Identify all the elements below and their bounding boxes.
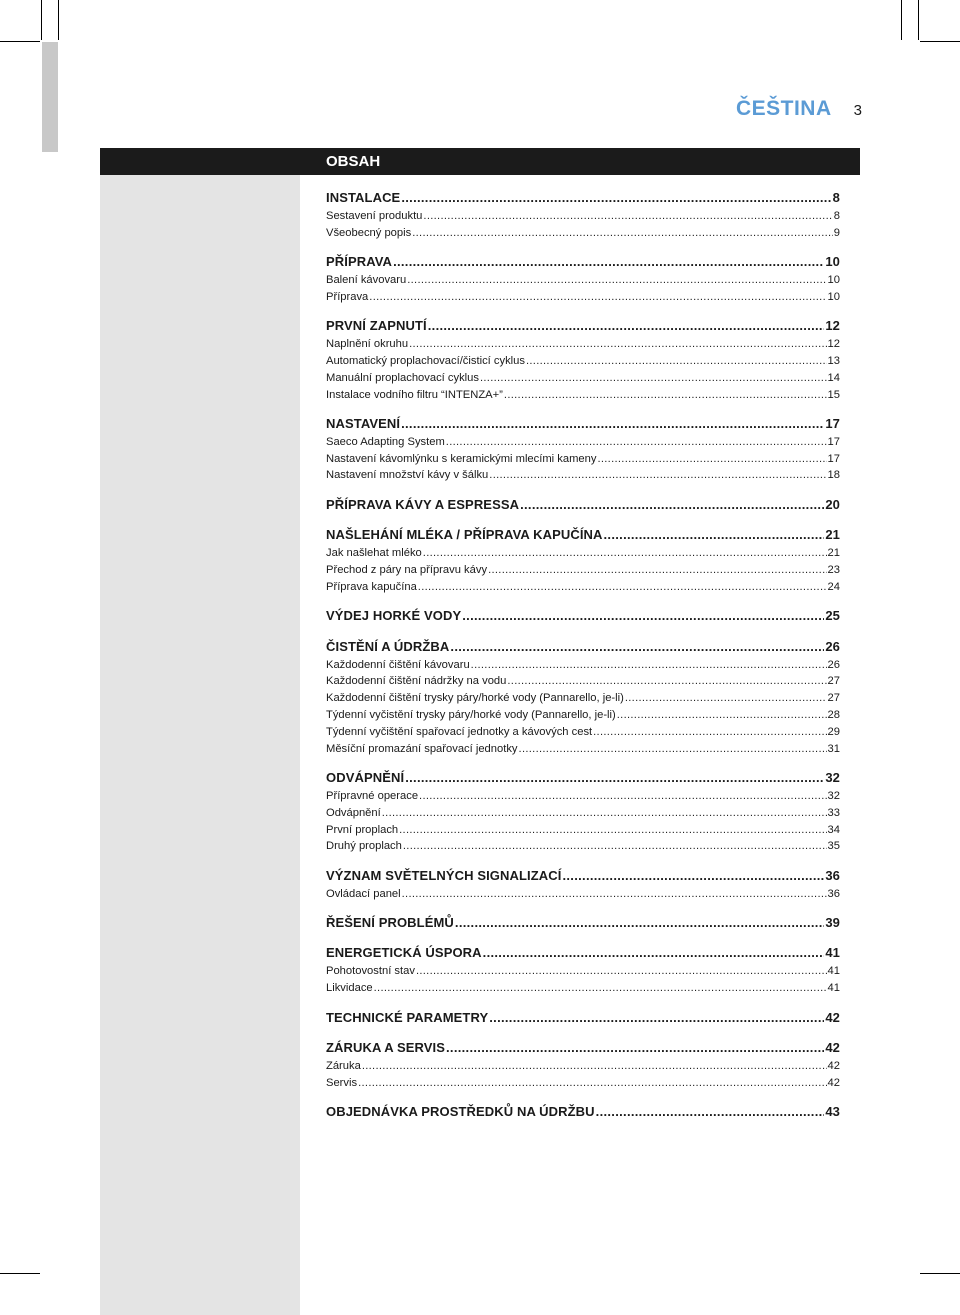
dot-leader <box>416 963 827 980</box>
dot-leader <box>401 414 824 434</box>
toc-entry-title: Saeco Adapting System <box>326 435 445 448</box>
toc-entry-title: Ovládací panel <box>326 887 401 900</box>
toc-entry-title: Příprava <box>326 290 369 303</box>
toc-entry[interactable] <box>326 838 840 855</box>
toc-entry-title: Manuální proplachovací cyklus <box>326 371 479 384</box>
toc-section <box>326 768 840 855</box>
toc-heading[interactable] <box>326 1102 840 1122</box>
toc-entry[interactable] <box>326 387 840 404</box>
dot-leader <box>428 316 825 336</box>
toc-entry[interactable] <box>326 741 840 758</box>
toc-entry-title: Každodenní čištění kávovaru <box>326 658 470 671</box>
toc-entry-page: 18 <box>827 469 840 482</box>
toc-entry-page: 31 <box>827 742 840 755</box>
toc-entry[interactable] <box>326 208 840 225</box>
toc-heading-title: ŘEŠENÍ PROBLÉMŮ <box>326 914 454 930</box>
toc-entry-page: 33 <box>827 806 840 819</box>
toc-entry[interactable] <box>326 336 840 353</box>
toc-entry[interactable] <box>326 707 840 724</box>
toc-entry-page: 15 <box>827 388 840 401</box>
language-label: ČEŠTINA <box>735 97 832 120</box>
toc-entry-page: 9 <box>833 226 840 239</box>
dot-leader <box>507 673 826 690</box>
toc-entry-page: 8 <box>833 210 840 222</box>
toc-heading-title: ČISTĚNÍ A ÚDRŽBA <box>326 638 450 654</box>
toc-entry-page: 27 <box>827 692 840 705</box>
toc-entry-title: Servis <box>326 1076 358 1089</box>
toc-title-bar <box>100 148 860 175</box>
dot-leader <box>597 451 826 468</box>
toc-entry-page: 10 <box>827 290 840 303</box>
toc-heading-page: 8 <box>832 190 840 205</box>
toc-entry-title: Týdenní vyčistění trysky páry/horké vody (Pannarello, je-li) <box>326 709 616 722</box>
toc-heading-page: 20 <box>825 496 840 512</box>
dot-leader <box>596 1102 825 1122</box>
toc-entry-page: 42 <box>827 1076 840 1089</box>
toc-heading-title: ZÁRUKA A SERVIS <box>326 1040 445 1056</box>
toc-section <box>326 188 840 242</box>
dot-leader <box>374 980 827 997</box>
crop-mark <box>920 41 960 42</box>
dot-leader <box>369 289 826 306</box>
dot-leader <box>450 637 824 657</box>
toc-heading-page: 17 <box>825 415 840 431</box>
toc-entry[interactable] <box>326 1058 840 1075</box>
toc-heading[interactable] <box>326 495 840 515</box>
sidebar-panel <box>100 175 300 1315</box>
toc-entry-page: 41 <box>827 965 840 978</box>
dot-leader <box>483 943 825 963</box>
toc-section <box>326 866 840 903</box>
table-of-contents <box>326 188 840 1133</box>
toc-heading-title: VÝDEJ HORKÉ VODY <box>326 608 462 624</box>
dot-leader <box>488 562 826 579</box>
toc-entry-title: Příprava kapučína <box>326 580 417 593</box>
toc-heading-title: TECHNICKÉ PARAMETRY <box>326 1009 489 1025</box>
crop-mark <box>41 0 42 40</box>
crop-mark <box>0 41 40 42</box>
toc-heading[interactable] <box>326 1008 840 1028</box>
toc-entry-page: 42 <box>827 1060 840 1073</box>
toc-entry-page: 32 <box>827 789 840 802</box>
toc-heading-page: 10 <box>825 254 840 270</box>
dot-leader <box>519 741 827 758</box>
dot-leader <box>562 866 824 886</box>
toc-heading-title: PRVNÍ ZAPNUTÍ <box>326 318 427 334</box>
toc-heading-title: PŘÍPRAVA KÁVY A ESPRESSA <box>326 496 520 512</box>
toc-entry[interactable] <box>326 579 840 596</box>
toc-heading[interactable] <box>326 943 840 963</box>
toc-entry-title: Měsíční promazání spařovací jednotky <box>326 742 518 755</box>
toc-entry-title: Sestavení produktu <box>326 210 423 222</box>
toc-entry-page: 28 <box>827 709 840 722</box>
crop-mark <box>0 1273 40 1274</box>
toc-entry-page: 36 <box>827 887 840 900</box>
toc-entry[interactable] <box>326 724 840 741</box>
toc-heading-title: NAŠLEHÁNÍ MLÉKA / PŘÍPRAVA KAPUČÍNA <box>326 527 603 543</box>
toc-entry-page: 23 <box>827 564 840 577</box>
toc-entry-page: 21 <box>827 547 840 560</box>
toc-entry-title: Nastavení kávomlýnku s keramickými mlecími kameny <box>326 452 597 465</box>
dot-leader <box>409 336 826 353</box>
toc-heading-page: 36 <box>825 867 840 883</box>
toc-entry-title: Přechod z páry na přípravu kávy <box>326 564 488 577</box>
toc-entry-title: Týdenní vyčištění spařovací jednotky a kávových cest <box>326 725 593 738</box>
toc-entry-page: 10 <box>827 274 840 287</box>
dot-leader <box>446 1038 824 1058</box>
dot-leader <box>480 370 827 387</box>
toc-section <box>326 606 840 626</box>
toc-entry-title: Všeobecný popis <box>326 226 412 239</box>
dot-leader <box>402 886 827 903</box>
toc-heading[interactable] <box>326 913 840 933</box>
crop-mark <box>901 0 902 40</box>
toc-entry[interactable] <box>326 1075 840 1092</box>
toc-heading[interactable] <box>326 525 840 545</box>
toc-section <box>326 495 840 515</box>
dot-leader <box>455 913 824 933</box>
dot-leader <box>399 822 826 839</box>
toc-entry-page: 17 <box>827 435 840 448</box>
toc-entry[interactable] <box>326 272 840 289</box>
dot-leader <box>526 353 827 370</box>
toc-section <box>326 1102 840 1122</box>
toc-title: OBSAH <box>326 153 381 170</box>
toc-heading-title: VÝZNAM SVĚTELNÝCH SIGNALIZACÍ <box>326 867 562 883</box>
toc-entry[interactable] <box>326 980 840 997</box>
dot-leader <box>362 1058 827 1075</box>
toc-heading[interactable] <box>326 252 840 272</box>
toc-heading-title: ODVÁPNĚNÍ <box>326 769 405 785</box>
toc-entry-page: 27 <box>827 675 840 688</box>
toc-entry[interactable] <box>326 370 840 387</box>
dot-leader <box>446 434 827 451</box>
toc-section <box>326 414 840 484</box>
dot-leader <box>617 707 827 724</box>
crop-mark <box>918 0 919 40</box>
toc-heading[interactable] <box>326 768 840 788</box>
toc-entry-title: Naplnění okruhu <box>326 338 409 351</box>
toc-section <box>326 1038 840 1092</box>
dot-leader <box>604 525 825 545</box>
crop-mark <box>58 0 59 40</box>
toc-section <box>326 913 840 933</box>
toc-section <box>326 525 840 595</box>
toc-entry-title: Balení kávovaru <box>326 274 407 287</box>
toc-section <box>326 252 840 306</box>
toc-heading-page: 32 <box>825 769 840 785</box>
toc-entry[interactable] <box>326 289 840 306</box>
toc-entry[interactable] <box>326 657 840 674</box>
dot-leader <box>471 657 827 674</box>
toc-heading[interactable] <box>326 606 840 626</box>
toc-entry-title: Záruka <box>326 1060 361 1073</box>
toc-entry[interactable] <box>326 562 840 579</box>
dot-leader <box>412 225 833 242</box>
toc-entry[interactable] <box>326 805 840 822</box>
dot-leader <box>382 805 827 822</box>
toc-entry[interactable] <box>326 545 840 562</box>
dot-leader <box>407 272 826 289</box>
toc-entry[interactable] <box>326 467 840 484</box>
dot-leader <box>489 1008 824 1028</box>
toc-entry-page: 24 <box>827 580 840 593</box>
toc-section <box>326 943 840 997</box>
dot-leader <box>423 208 832 225</box>
toc-heading[interactable] <box>326 1038 840 1058</box>
toc-section <box>326 1008 840 1028</box>
toc-entry-title: Druhý proplach <box>326 840 402 853</box>
page-number: 3 <box>853 102 862 119</box>
dot-leader <box>403 838 827 855</box>
toc-heading-page: 39 <box>825 914 840 930</box>
toc-entry-page: 14 <box>827 371 840 384</box>
toc-entry[interactable] <box>326 822 840 839</box>
dot-leader <box>489 467 826 484</box>
toc-heading[interactable] <box>326 188 840 208</box>
toc-heading-title: PŘÍPRAVA <box>326 254 393 270</box>
toc-entry-page: 35 <box>827 840 840 853</box>
toc-entry-title: Jak našlehat mléko <box>326 547 422 560</box>
toc-heading[interactable] <box>326 414 840 434</box>
side-tab <box>42 42 58 152</box>
toc-heading-page: 25 <box>825 608 840 624</box>
toc-entry[interactable] <box>326 673 840 690</box>
toc-entry-page: 29 <box>827 725 840 738</box>
dot-leader <box>462 606 824 626</box>
toc-entry[interactable] <box>326 434 840 451</box>
toc-section <box>326 316 840 403</box>
toc-heading-title: OBJEDNÁVKA PROSTŘEDKŮ NA ÚDRŽBU <box>326 1104 595 1120</box>
toc-entry-page: 34 <box>827 823 840 836</box>
dot-leader <box>418 579 827 596</box>
toc-entry[interactable] <box>326 225 840 242</box>
toc-entry-title: První proplach <box>326 823 399 836</box>
toc-entry[interactable] <box>326 690 840 707</box>
toc-entry-title: Instalace vodního filtru “INTENZA+” <box>326 388 503 401</box>
toc-heading-page: 43 <box>825 1104 840 1120</box>
toc-heading-page: 26 <box>825 638 840 654</box>
dot-leader <box>358 1075 826 1092</box>
toc-entry-title: Každodenní čištění nádržky na vodu <box>326 675 507 688</box>
page-header <box>736 97 862 121</box>
toc-heading[interactable] <box>326 866 840 886</box>
toc-heading-title: ENERGETICKÁ ÚSPORA <box>326 945 482 961</box>
dot-leader <box>423 545 827 562</box>
dot-leader <box>625 690 827 707</box>
dot-leader <box>593 724 826 741</box>
toc-entry-page: 41 <box>827 982 840 995</box>
toc-entry-page: 13 <box>827 354 840 367</box>
toc-entry[interactable] <box>326 451 840 468</box>
toc-entry[interactable] <box>326 886 840 903</box>
toc-entry-title: Přípravné operace <box>326 789 419 802</box>
dot-leader <box>520 495 824 515</box>
toc-heading[interactable] <box>326 637 840 657</box>
toc-entry-title: Automatický proplachovací/čisticí cyklus <box>326 354 525 367</box>
toc-entry-title: Pohotovostní stav <box>326 965 415 978</box>
dot-leader <box>504 387 827 404</box>
toc-entry-title: Každodenní čištění trysky páry/horké vody (Pannarello, je-li) <box>326 692 624 705</box>
dot-leader <box>393 252 824 272</box>
toc-heading-page: 12 <box>825 318 840 334</box>
toc-section <box>326 637 840 758</box>
dot-leader <box>405 768 824 788</box>
dot-leader <box>419 788 827 805</box>
toc-entry-title: Odvápnění <box>326 806 381 819</box>
toc-entry-page: 12 <box>827 338 840 351</box>
toc-entry-title: Nastavení množství kávy v šálku <box>326 469 489 482</box>
toc-heading[interactable] <box>326 316 840 336</box>
toc-entry[interactable] <box>326 788 840 805</box>
toc-heading-page: 21 <box>825 527 840 543</box>
toc-heading-page: 42 <box>825 1040 840 1056</box>
crop-mark <box>920 1273 960 1274</box>
toc-heading-page: 42 <box>825 1009 840 1025</box>
toc-entry[interactable] <box>326 353 840 370</box>
toc-heading-title: INSTALACE <box>326 190 401 205</box>
dot-leader <box>401 188 831 208</box>
toc-entry-page: 26 <box>827 658 840 671</box>
toc-entry-title: Likvidace <box>326 982 373 995</box>
toc-heading-page: 41 <box>825 945 840 961</box>
toc-entry[interactable] <box>326 963 840 980</box>
toc-entry-page: 17 <box>827 452 840 465</box>
toc-heading-title: NASTAVENÍ <box>326 415 401 431</box>
